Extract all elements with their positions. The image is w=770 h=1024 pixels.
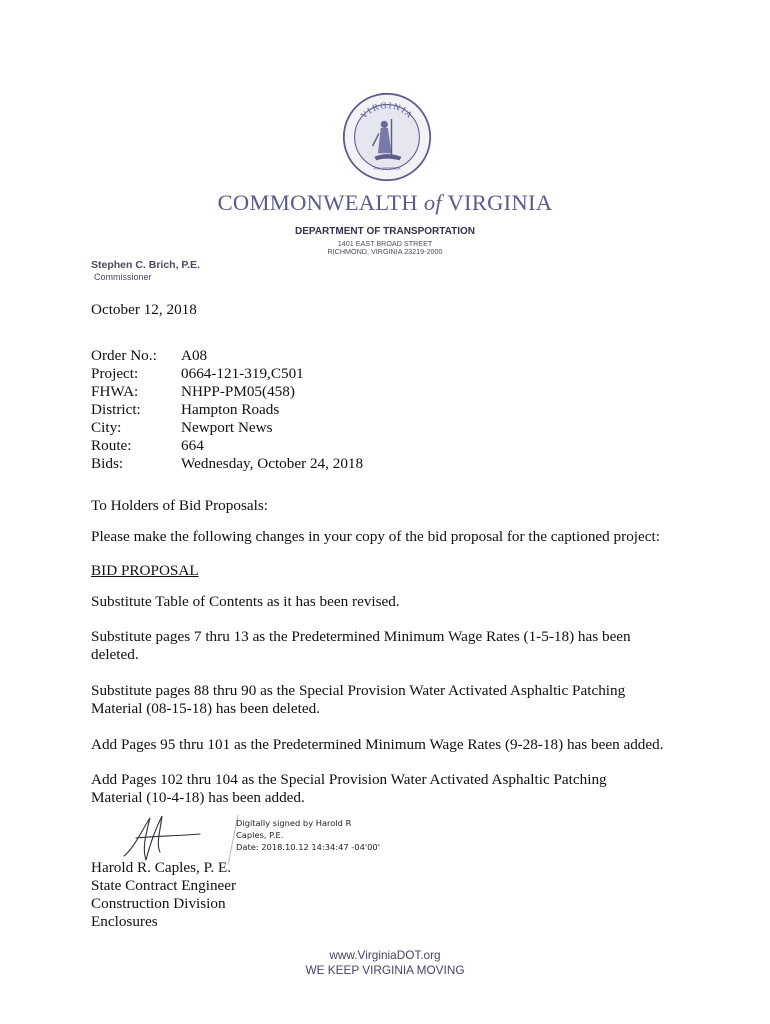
letter-date: October 12, 2018: [91, 301, 197, 318]
signatory-title: State Contract Engineer: [91, 877, 237, 894]
city-value: Newport News: [181, 419, 273, 436]
project-value: 0664-121-319,C501: [181, 365, 304, 382]
seal-text: VIRGINIA: [358, 99, 416, 121]
signatory-division: Construction Division: [91, 895, 226, 912]
signatory-name: Harold R. Caples, P. E.: [91, 859, 232, 876]
handwritten-signature: [116, 808, 206, 866]
change-item: Substitute Table of Contents as it has been revised.: [91, 593, 400, 610]
commonwealth-word: COMMONWEALTH: [217, 190, 418, 215]
footer-slogan: WE KEEP VIRGINIA MOVING: [305, 963, 465, 977]
seal-motto: SIC SEMPER: [373, 165, 401, 171]
change-item: Add Pages 102 thru 104 as the Special Provision Water Activated Asphaltic Patching Material (10-4-18) has been added.: [91, 771, 607, 806]
digital-signature-line2: Caples, P.E.: [236, 830, 284, 840]
route-value: 664: [181, 437, 204, 454]
salutation: To Holders of Bid Proposals:: [91, 497, 268, 514]
commissioner-title: Commissioner: [94, 272, 152, 282]
department-name: DEPARTMENT OF TRANSPORTATION: [295, 226, 475, 237]
district-label: District:: [91, 401, 141, 418]
city-label: City:: [91, 419, 122, 436]
project-label: Project:: [91, 365, 139, 382]
intro-paragraph: Please make the following changes in your copy of the bid proposal for the captioned project:: [91, 528, 660, 545]
address-line2: RICHMOND, VIRGINIA 23219-2000: [327, 247, 443, 256]
change-item: Add Pages 95 thru 101 as the Predetermined Minimum Wage Rates (9-28-18) has been added.: [91, 736, 664, 753]
order-label: Order No.:: [91, 347, 157, 364]
digital-signature-line1: Digitally signed by Harold R: [236, 818, 352, 828]
district-value: Hampton Roads: [181, 401, 280, 418]
fhwa-label: FHWA:: [91, 383, 139, 400]
virginia-seal-icon: [342, 92, 432, 182]
route-label: Route:: [91, 437, 132, 454]
address-line1: 1401 EAST BROAD STREET: [337, 239, 433, 248]
digital-signature-date: Date: 2018.10.12 14:34:47 -04'00': [236, 842, 380, 852]
fhwa-value: NHPP-PM05(458): [181, 383, 295, 400]
bids-label: Bids:: [91, 455, 124, 472]
commonwealth-heading: [0, 190, 770, 216]
of-word: of: [423, 190, 442, 215]
commissioner-name: Stephen C. Brich, P.E.: [91, 259, 200, 271]
order-value: A08: [181, 347, 208, 364]
section-heading: BID PROPOSAL: [91, 562, 199, 579]
footer-website: www.VirginiaDOT.org: [329, 948, 441, 962]
virginia-word: VIRGINIA: [447, 190, 553, 215]
bids-value: Wednesday, October 24, 2018: [181, 455, 364, 472]
change-item: Substitute pages 88 thru 90 as the Special Provision Water Activated Asphaltic Patching Material (08-15-18) has been deleted.: [91, 682, 626, 717]
change-item: Substitute pages 7 thru 13 as the Predetermined Minimum Wage Rates (1-5-18) has been deleted.: [91, 628, 631, 663]
enclosures-label: Enclosures: [91, 913, 158, 930]
